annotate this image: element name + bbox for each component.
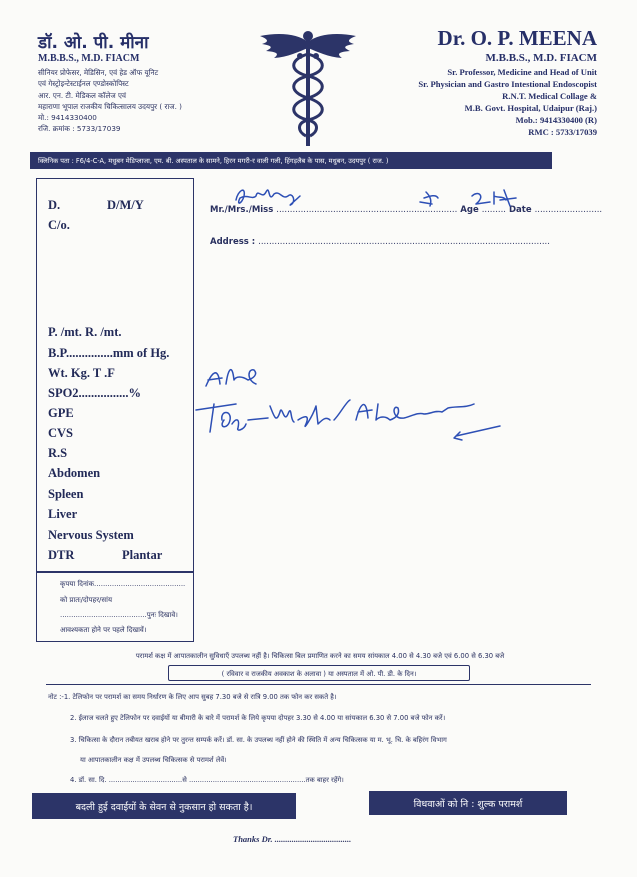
exam-plantar: Plantar (122, 548, 163, 562)
patient-name-label: Mr./Mrs./Miss (210, 205, 274, 215)
header-left-line: आर. एन. टी. मेडिकल कॉलेज एवं (38, 90, 126, 100)
emergency-notice-box (168, 665, 470, 681)
header-left-line: महाराणा भूपाल राजकीय चिकित्सालय उदयपुर ( राज. ) (38, 101, 182, 111)
age-dots: ......... (481, 205, 507, 215)
handwritten-arrow (454, 426, 500, 440)
dmy-label: D/M/Y (107, 198, 144, 212)
pulse-resp-field: P. /mt. R. /mt. (48, 325, 122, 339)
handwritten-line-2b (270, 400, 350, 426)
header-right-line: Sr. Physician and Gastro Intestional Endoscopist (418, 79, 597, 89)
exam-cvs: CVS (48, 426, 74, 440)
note-line: 3. चिकित्सा के दौरान तबीयत खराब होने पर तुरन्त सम्पर्क करें। डॉ. सा. के उपलब्ध नहीं होने की स्थिति में अन्य चिकित्सक या म. भू. चि. के बहिरंग विभाग (70, 736, 447, 744)
note-line: 4. डॉ. सा. दि. ..................................से ......................................................तक बाहर रहेंगे। (70, 776, 344, 784)
notes-divider (46, 684, 591, 685)
date-label: Date (508, 205, 532, 215)
header-right-line: RMC : 5733/17039 (528, 127, 597, 137)
doctor-name-hindi: डॉ. ओ. पी. मीना (38, 33, 149, 53)
exam-liver: Liver (48, 507, 78, 521)
medicine-change-warning-text: बदली हुई दवाईयों के सेवन से नुकसान हो सकता है। (75, 801, 253, 813)
co-label: C/o. (48, 218, 70, 232)
weight-temp-field: Wt. Kg. T .F (48, 366, 115, 380)
header-left-line: मो.: 9414330400 (38, 113, 97, 123)
handwritten-line-2 (196, 404, 268, 432)
medicine-change-warning (32, 793, 296, 819)
header-right-line: Mob.: 9414330400 (R) (515, 115, 597, 125)
spo2-field: SPO2................% (48, 386, 142, 400)
header-left-line: एवं गेस्ट्रोइन्टेस्टाईनल एण्डोस्कोपिस्ट (38, 79, 129, 89)
header-left-line: रजि. क्रमांक : 5733/17039 (38, 124, 121, 134)
exam-gpe: GPE (48, 406, 74, 420)
followup-line: .......................................पुनः दिखावे। (60, 611, 178, 619)
exam-dtr: DTR (48, 548, 75, 562)
handwritten-line-2c (356, 404, 474, 420)
followup-line: को प्रातः/दोपहर/सांय (60, 596, 113, 604)
age-scribble (420, 192, 438, 206)
followup-line: कृपया दिनांक......................................... (60, 580, 186, 588)
exam-spleen: Spleen (48, 487, 84, 501)
exam-nervous-system: Nervous System (48, 528, 134, 542)
note-line: नोट :-1. टेलिफोन पर परामर्श का समय निर्धारण के लिए आप सुबह 7.30 बजे से रात्रि 9.00 तक फोन कर सकते है। (48, 693, 337, 701)
date-scribble (472, 190, 516, 206)
clinic-address: क्लिनिक पता : F6/4-C-A, मधुबन मेडिप्लाजा, एम. बी. अस्पताल के सामने, हिरन मगरी-र वाली गली, हिंगड़लैब के पास, मधुबन, उदयपुर ( राज. ) (38, 157, 389, 165)
date-dots: ......................... (534, 205, 603, 215)
doctor-name-english: Dr. O. P. MEENA (437, 26, 597, 50)
followup-line: आवश्यकता होने पर पहले दिखावें। (60, 626, 147, 634)
note-line: 2. ईलाज चलते हुए टेलिफोन पर दवाईयों या बीमारी के बारे में परामर्श के लिये कृपया दोपहर 3.30 से 4.00 या सांयकाल 6.30 से 7.00 बजे फोन करें। (70, 714, 446, 722)
degrees-right: M.B.B.S., M.D. FIACM (485, 52, 597, 64)
age-label: Age (460, 205, 479, 215)
emergency-notice-line: परामर्श कक्ष में आपातकालीन सुविधाएँ उपलब्ध नहीं है। चिकित्सा बिल प्रमाणित करने का समय सांयकाल 4.00 से 4.30 बजे एवं 6.00 से 6.30 बजे (135, 652, 505, 660)
emergency-notice-line: ( रविवार व राजकीय अवकाश के अलावा ) या अस्पताल में ओ. पी. डी. के दिन। (221, 669, 417, 678)
patient-name-scribble (236, 190, 300, 205)
exam-abdomen: Abdomen (48, 466, 101, 480)
address-label: Address : (210, 237, 256, 247)
header-right-line: R.N.T. Medical Collage & (502, 91, 597, 101)
address-dots: ............................................................................................................ (258, 237, 550, 247)
degrees-left: M.B.B.S., M.D. FIACM (38, 53, 140, 64)
d-label: D. (48, 198, 61, 212)
free-consultation-notice-text: विधवाओं को नि : शुल्क परामर्श (413, 798, 523, 810)
exam-rs: R.S (48, 446, 68, 460)
thanks-line: Thanks Dr. .................................... (233, 834, 352, 844)
bp-field: B.P...............mm of Hg. (48, 346, 170, 360)
handwritten-line-1 (206, 370, 256, 386)
note-line: या आपातकालीन कक्ष में उपलब्ध चिकित्सक से परामर्श लेवें। (80, 756, 227, 764)
header-left-line: सीनियर प्रोफेसर, मेडिसिन, एवं हेड ऑफ यूनिट (38, 68, 159, 77)
header-right-line: M.B. Govt. Hospital, Udaipur (Raj.) (464, 103, 597, 113)
header-right-line: Sr. Professor, Medicine and Head of Unit (447, 67, 597, 77)
free-consultation-notice (369, 791, 567, 815)
patient-name-dots: ................................................................... (276, 205, 458, 215)
